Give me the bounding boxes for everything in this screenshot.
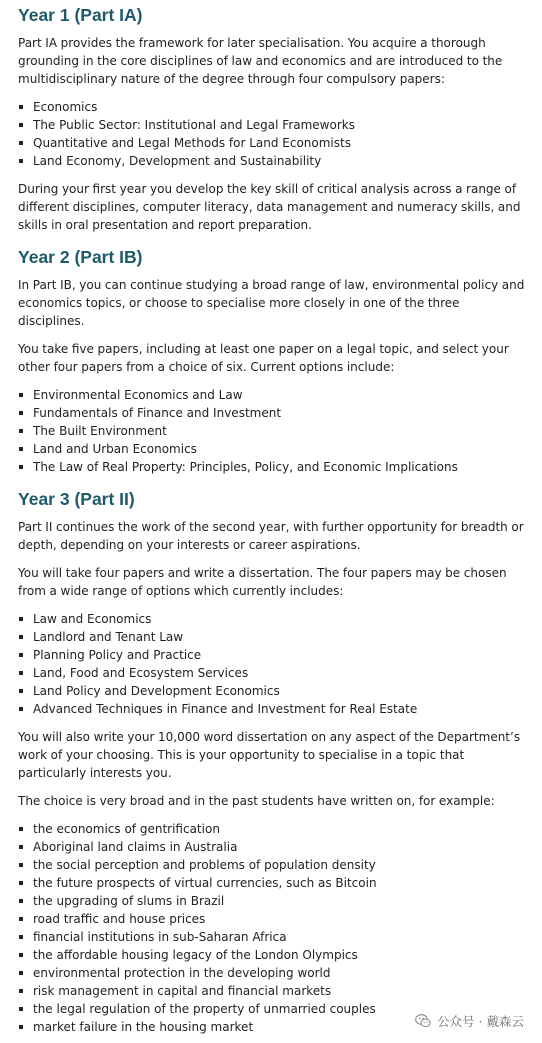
article-content: [18, 0, 528, 1036]
list-item: Fundamentals of Finance and Investment: [18, 404, 528, 422]
year1-intro: Part IA provides the framework for later specialisation. You acquire a thorough grounding in the core disciplines of law and economics and are introduced to the multidisciplinary nature of the degree through four compulsory papers:: [18, 36, 503, 86]
list-item: the legal regulation of the property of unmarried couples: [18, 1000, 528, 1018]
list-item: road traffic and house prices: [18, 910, 528, 928]
list-item: Land and Urban Economics: [18, 440, 528, 458]
list-item: financial institutions in sub-Saharan Africa: [18, 928, 528, 946]
year3-examples-list: [18, 820, 528, 1036]
list-item: Quantitative and Legal Methods for Land Economists: [18, 134, 528, 152]
list-item: the social perception and problems of population density: [18, 856, 528, 874]
list-item: Planning Policy and Practice: [18, 646, 528, 664]
list-item: environmental protection in the developing world: [18, 964, 528, 982]
list-item: Land, Food and Ecosystem Services: [18, 664, 528, 682]
year2-options-list: [18, 386, 528, 476]
list-item: Aboriginal land claims in Australia: [18, 838, 528, 856]
wechat-icon: [415, 1014, 431, 1028]
year3-intro2: You will take four papers and write a dissertation. The four papers may be chosen from a wide range of options which currently includes:: [18, 566, 507, 598]
list-item: The Public Sector: Institutional and Legal Frameworks: [18, 116, 528, 134]
year1-outro: During your first year you develop the key skill of critical analysis across a range of different disciplines, computer literacy, data management and numeracy skills, and skills in oral presentation and report preparation.: [18, 182, 521, 232]
list-item: The Built Environment: [18, 422, 528, 440]
year3-options-list: [18, 610, 528, 718]
year2-heading: Year 2 (Part IB): [18, 247, 143, 267]
list-item: Advanced Techniques in Finance and Investment for Real Estate: [18, 700, 528, 718]
list-item: Land Economy, Development and Sustainability: [18, 152, 528, 170]
list-item: the economics of gentrification: [18, 820, 528, 838]
list-item: the upgrading of slums in Brazil: [18, 892, 528, 910]
year1-heading: Year 1 (Part IA): [18, 5, 143, 25]
year3-heading: Year 3 (Part II): [18, 489, 135, 509]
year3-examples-intro: The choice is very broad and in the past students have written on, for example:: [18, 794, 495, 808]
list-item: The Law of Real Property: Principles, Policy, and Economic Implications: [18, 458, 528, 476]
watermark: [411, 1011, 524, 1031]
list-item: Landlord and Tenant Law: [18, 628, 528, 646]
watermark-text: 公众号 · 戴森云: [437, 1014, 524, 1029]
list-item: market failure in the housing market: [18, 1018, 528, 1036]
list-item: risk management in capital and financial markets: [18, 982, 528, 1000]
list-item: Economics: [18, 98, 528, 116]
list-item: Land Policy and Development Economics: [18, 682, 528, 700]
year2-intro: In Part IB, you can continue studying a broad range of law, environmental policy and economics topics, or choose to specialise more closely in one of the three disciplines.: [18, 278, 525, 328]
list-item: Environmental Economics and Law: [18, 386, 528, 404]
list-item: the affordable housing legacy of the London Olympics: [18, 946, 528, 964]
year2-intro2: You take five papers, including at least one paper on a legal topic, and select your other four papers from a choice of six. Current options include:: [18, 342, 509, 374]
list-item: Law and Economics: [18, 610, 528, 628]
year3-dissertation: You will also write your 10,000 word dissertation on any aspect of the Department’s work of your choosing. This is your opportunity to specialise in a topic that particularly interests you.: [18, 730, 521, 780]
list-item: the future prospects of virtual currencies, such as Bitcoin: [18, 874, 528, 892]
year1-papers-list: [18, 98, 528, 170]
year3-intro: Part II continues the work of the second year, with further opportunity for breadth or depth, depending on your interests or career aspirations.: [18, 520, 524, 552]
